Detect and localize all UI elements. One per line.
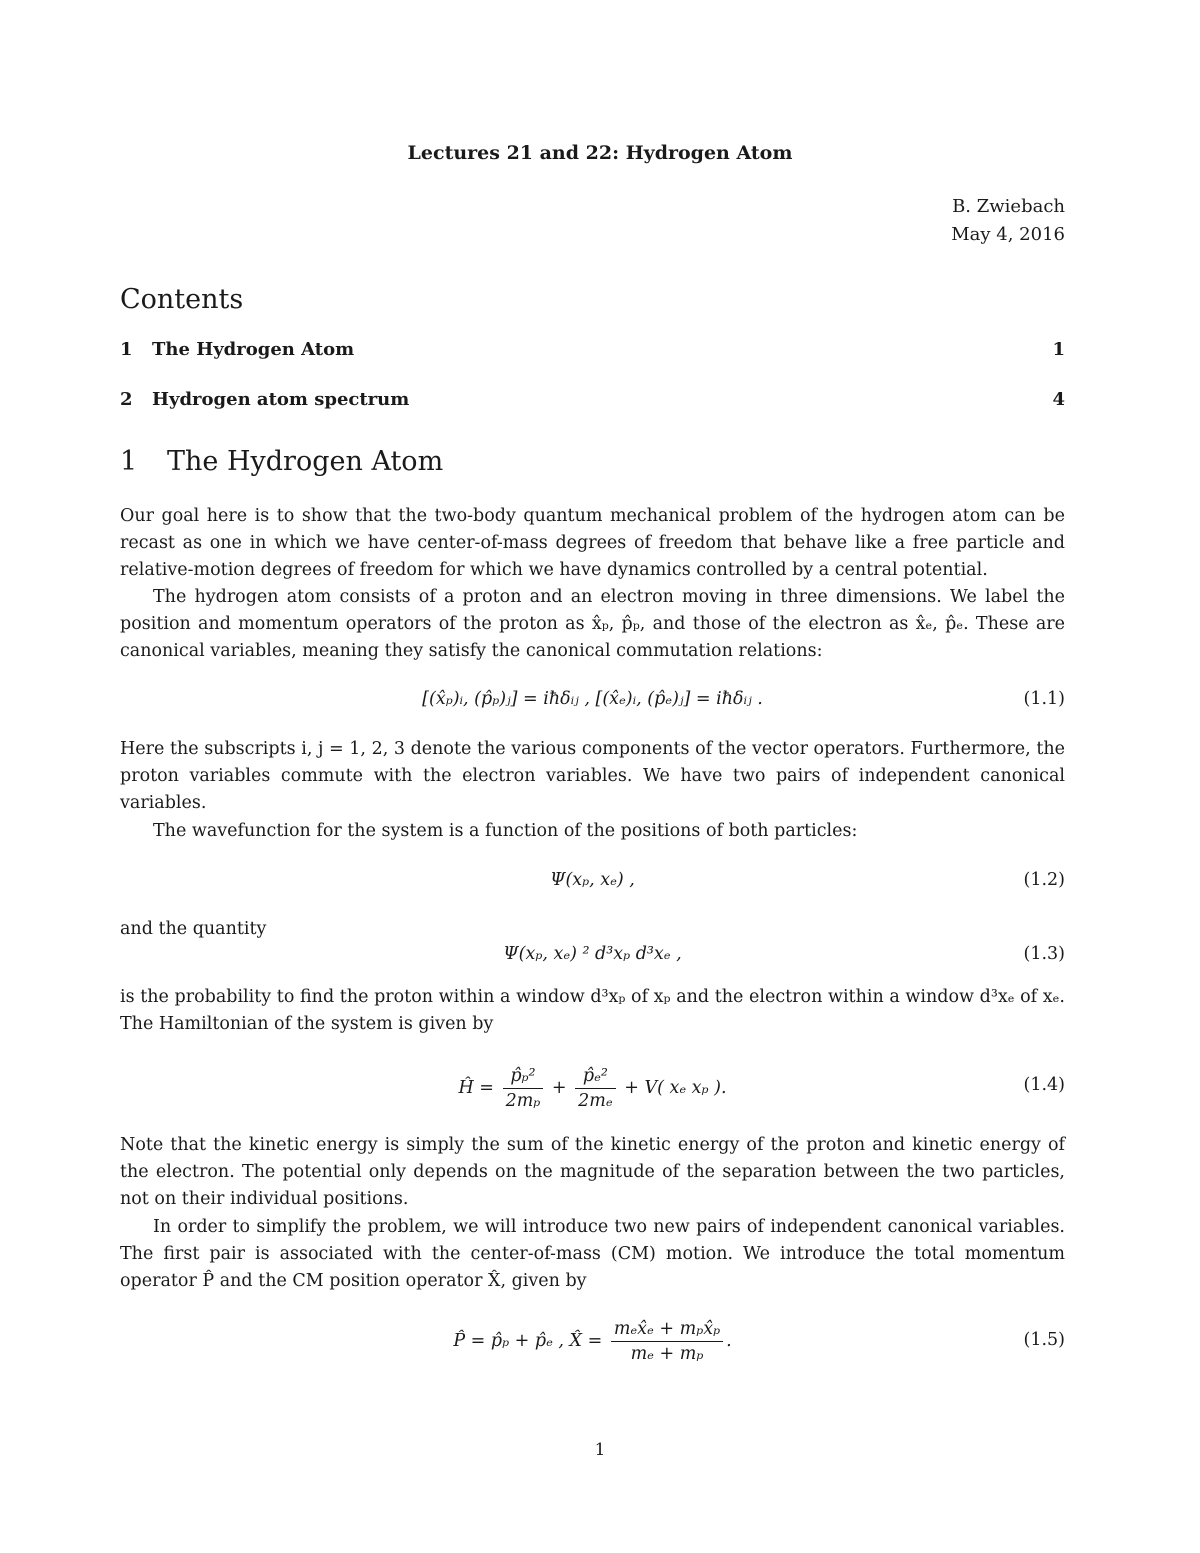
toc-item-number: 1 [120, 339, 133, 360]
equation [120, 944, 1065, 970]
fraction-numerator: p̂ₑ² [575, 1064, 616, 1089]
equation-rest: + V( xₑ xₚ ). [624, 1078, 727, 1098]
plus-sign: + [551, 1078, 567, 1098]
fraction-denominator: mₑ + mₚ [630, 1344, 704, 1364]
equation-lhs: P̂ = p̂ₚ + p̂ₑ , X̂ = [453, 1331, 603, 1351]
fraction [575, 1064, 616, 1113]
paragraph: The wavefunction for the system is a function of the positions of both particles: [153, 821, 858, 841]
toc-item-title: Hydrogen atom spectrum [152, 389, 410, 410]
equation-number: (1.3) [1023, 944, 1065, 964]
section-heading [120, 446, 443, 477]
paragraph: Here the subscripts i, j = 1, 2, 3 denote the various components of the vector operators. Furthermore, the proton variables commute with the electron variables. We have two pairs of independent canonical variables. [120, 739, 1065, 813]
equation [120, 1055, 1065, 1121]
fraction-denominator: 2mₑ [578, 1091, 613, 1111]
fraction-denominator: 2mₚ [505, 1091, 541, 1111]
section-number: 1 [120, 446, 138, 477]
page-number: 1 [594, 1440, 606, 1460]
equation [120, 1310, 1065, 1372]
equation-number: (1.4) [1023, 1075, 1065, 1095]
paragraph: The hydrogen atom consists of a proton and an electron moving in three dimensions. We label the position and momentum operators of the proton as x̂ₚ, p̂ₚ, and those of the electron as x̂ₑ, p̂ₑ. These are canonical variables, meaning they satisfy the canonical commutation relations: [120, 587, 1065, 661]
toc-item[interactable] [120, 339, 1065, 360]
paragraph: and the quantity [120, 919, 267, 939]
section-title: The Hydrogen Atom [167, 446, 444, 477]
equation-number: (1.2) [1023, 870, 1065, 890]
period: . [726, 1331, 732, 1351]
paragraph: In order to simplify the problem, we will introduce two new pairs of independent canonical variables. The first pair is associated with the center-of-mass (CM) motion. We introduce the total momentum operator P̂ and the CM position operator X̂, given by [120, 1217, 1065, 1291]
equation [120, 870, 1065, 896]
contents-heading: Contents [120, 284, 244, 315]
fraction-numerator: mₑx̂ₑ + mₚx̂ₚ [611, 1317, 723, 1342]
equation-body: Ψ(xₚ, xₑ) , [550, 870, 635, 890]
equation-number: (1.5) [1023, 1330, 1065, 1350]
author: B. Zwiebach [952, 196, 1065, 217]
equation [120, 689, 1065, 715]
equation-lhs: Ĥ = [458, 1078, 494, 1098]
paper-title: Lectures 21 and 22: Hydrogen Atom [407, 142, 793, 164]
paragraph: Note that the kinetic energy is simply the sum of the kinetic energy of the proton and kinetic energy of the electron. The potential only depends on the magnitude of the separation between the two particles, not on their individual positions. [120, 1135, 1065, 1209]
toc-item-page: 4 [1052, 389, 1065, 410]
toc-item-page: 1 [1052, 339, 1065, 360]
toc-item-title: The Hydrogen Atom [152, 339, 355, 360]
paragraph: Our goal here is to show that the two-body quantum mechanical problem of the hydrogen atom can be recast as one in which we have center-of-mass degrees of freedom that behave like a free particle and relative-motion degrees of freedom for which we have dynamics controlled by a central potential. [120, 506, 1065, 580]
equation-body: Ψ(xₚ, xₑ) ² d³xₚ d³xₑ , [503, 944, 682, 964]
paragraph: is the probability to find the proton within a window d³xₚ of xₚ and the electron within a window d³xₑ of xₑ. The Hamiltonian of the system is given by [120, 987, 1065, 1034]
date: May 4, 2016 [951, 224, 1065, 245]
toc-item-number: 2 [120, 389, 133, 410]
equation-number: (1.1) [1023, 689, 1065, 709]
toc-item[interactable] [120, 389, 1065, 410]
fraction-numerator: p̂ₚ² [503, 1064, 544, 1089]
equation-body [120, 1055, 1065, 1121]
fraction [611, 1317, 723, 1366]
equation-body [120, 1310, 1065, 1372]
fraction [503, 1064, 544, 1113]
equation-body: [(x̂ₚ)ᵢ, (p̂ₚ)ⱼ] = iħδᵢⱼ , [(x̂ₑ)ᵢ, (p̂ₑ)ⱼ] = iħδᵢⱼ . [422, 689, 763, 709]
